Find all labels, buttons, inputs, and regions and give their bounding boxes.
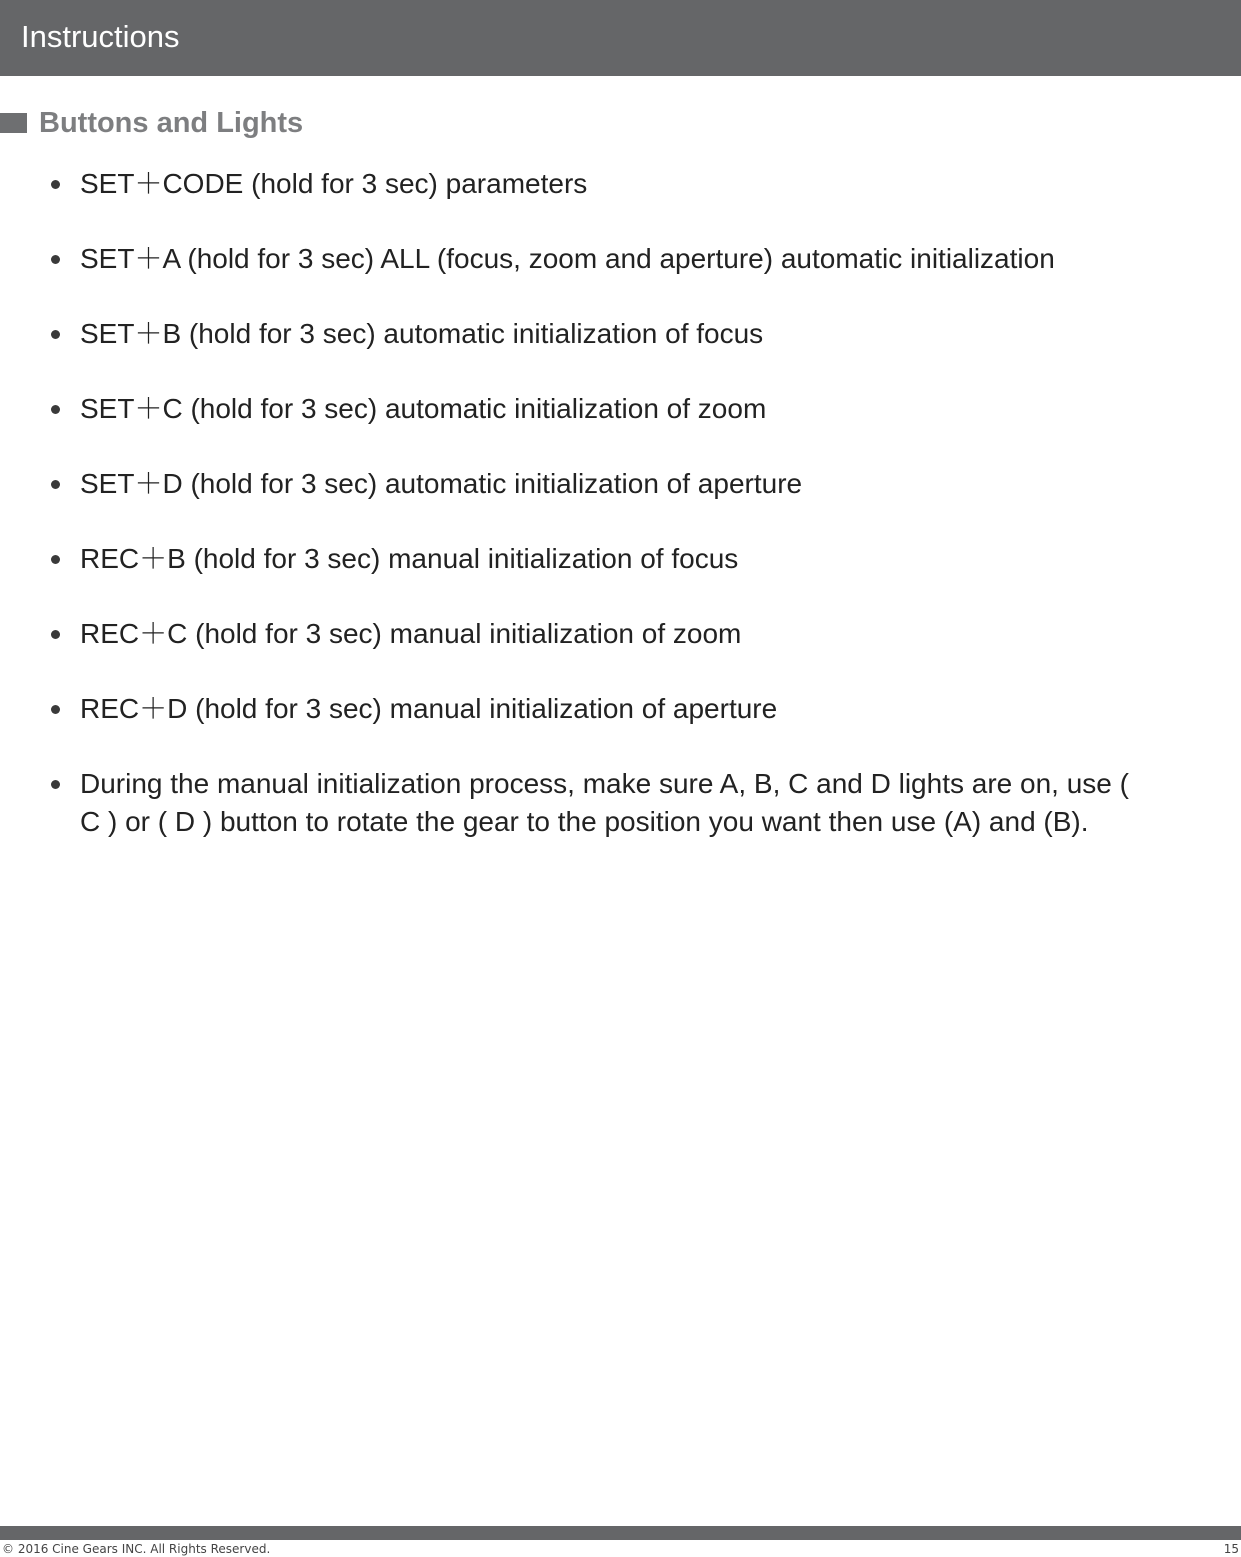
- list-item: [0, 315, 1140, 353]
- list-item: [0, 240, 1140, 278]
- list-item: [0, 390, 1140, 428]
- section-heading: [0, 103, 303, 143]
- list-item-text: SET＋A (hold for 3 sec) ALL (focus, zoom and aperture) automatic initialization: [80, 243, 1055, 274]
- list-item-text: SET＋CODE (hold for 3 sec) parameters: [80, 168, 588, 199]
- list-item: [0, 765, 1140, 840]
- list-item-text: REC＋D (hold for 3 sec) manual initialization of aperture: [80, 693, 778, 724]
- header-bar: [0, 0, 1241, 76]
- bullet-icon: [51, 780, 60, 789]
- list-item: [0, 690, 1140, 728]
- bullet-icon: [51, 630, 60, 639]
- list-item-text: SET＋C (hold for 3 sec) automatic initialization of zoom: [80, 393, 767, 424]
- footer-bar: [0, 1526, 1241, 1540]
- list-item: [0, 165, 1140, 203]
- list-item-text: SET＋D (hold for 3 sec) automatic initialization of aperture: [80, 468, 803, 499]
- list-item-text: REC＋B (hold for 3 sec) manual initialization of focus: [80, 543, 739, 574]
- page-number: 15: [1223, 1542, 1239, 1556]
- section-title: Buttons and Lights: [39, 107, 304, 139]
- list-item: [0, 615, 1140, 653]
- list-item-text: REC＋C (hold for 3 sec) manual initialization of zoom: [80, 618, 742, 649]
- bullet-icon: [51, 480, 60, 489]
- bullet-icon: [51, 255, 60, 264]
- bullet-icon: [51, 180, 60, 189]
- footer-copyright: © 2016 Cine Gears INC. All Rights Reserved.: [2, 1542, 271, 1556]
- page-header-title: Instructions: [21, 19, 180, 54]
- bullet-icon: [51, 555, 60, 564]
- list-item-text: During the manual initialization process, make sure A, B, C and D lights are on, use ( C ) or ( D ) button to rotate the gear to the position you want then use (A) and (B).: [80, 768, 1129, 837]
- list-item: [0, 465, 1140, 503]
- instruction-list: [0, 165, 1241, 878]
- square-marker-icon: [0, 113, 27, 133]
- list-item-text: SET＋B (hold for 3 sec) automatic initialization of focus: [80, 318, 764, 349]
- bullet-icon: [51, 405, 60, 414]
- bullet-icon: [51, 330, 60, 339]
- list-item: [0, 540, 1140, 578]
- bullet-icon: [51, 705, 60, 714]
